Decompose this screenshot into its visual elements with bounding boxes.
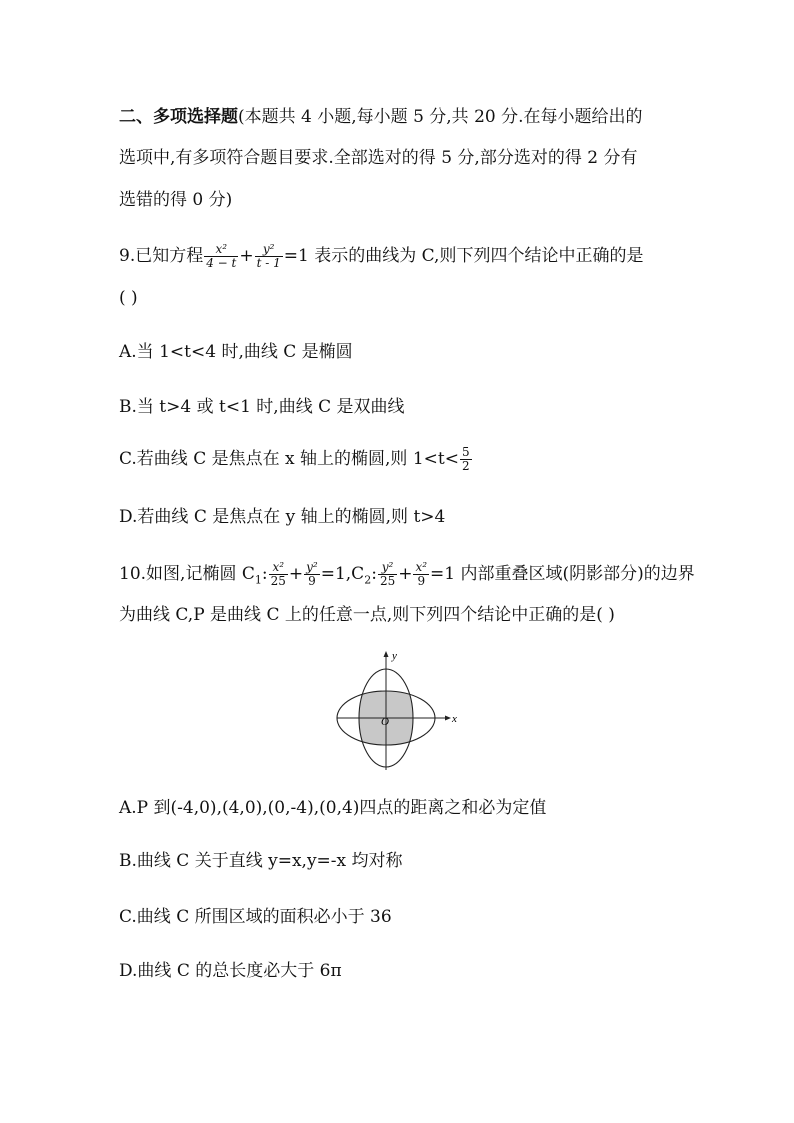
q9-fraction-x-num: x²	[204, 243, 238, 257]
q10-stem	[119, 561, 695, 592]
q9-option-c-num: 5	[461, 445, 470, 459]
q10-prefix: 10.如图,记椭圆 C	[119, 564, 255, 584]
q10-e1-frac-x	[269, 561, 288, 588]
section-heading: 二、多项选择题	[119, 107, 238, 127]
q9-fraction-y	[255, 243, 283, 270]
q10-e1-num-y: y²	[306, 560, 318, 574]
q9-option-a: A.当 1<t<4 时,曲线 C 是椭圆	[119, 342, 353, 362]
q9-suffix: =1 表示的曲线为 C,则下列四个结论中正确的是	[283, 246, 644, 266]
section-instructions-3: 选错的得 0 分)	[119, 190, 233, 210]
q10-e1-num-x: x²	[269, 561, 288, 575]
q10-e2-den-x: 9	[417, 574, 426, 588]
q10-e2-num-y: y²	[378, 561, 397, 575]
q10-plus-2: +	[398, 564, 413, 584]
y-axis-label: y	[392, 650, 397, 662]
q10-suffix: =1 内部重叠区域(阴影部分)的边界	[430, 564, 695, 584]
q9-option-d: D.若曲线 C 是焦点在 y 轴上的椭圆,则 t>4	[119, 507, 446, 527]
q10-e1-den-y: 9	[308, 574, 316, 588]
q10-option-a: A.P 到(-4,0),(4,0),(0,-4),(0,4)四点的距离之和必为定值	[119, 798, 547, 818]
q9-option-c-text: C.若曲线 C 是焦点在 x 轴上的椭圆,则 1<t<	[119, 449, 459, 469]
q10-option-d: D.曲线 C 的总长度必大于 6π	[119, 961, 342, 981]
q10-e2-den-y: 25	[379, 574, 396, 588]
q9-option-c	[119, 446, 473, 473]
q10-plus-1: +	[288, 564, 304, 584]
q10-e2-frac-x	[413, 561, 429, 588]
q10-e2-frac-y	[378, 561, 397, 588]
q9-option-c-fraction	[460, 446, 472, 473]
x-axis-label: x	[452, 713, 457, 725]
q9-fraction-y-num: y²	[255, 243, 283, 257]
section-instructions-2: 选项中,有多项符合题目要求.全部选对的得 5 分,部分选对的得 2 分有	[119, 148, 638, 168]
section-instructions-1: (本题共 4 小题,每小题 5 分,共 20 分.在每小题给出的	[238, 107, 643, 127]
q10-e1-frac-y	[304, 561, 320, 588]
q9-prefix: 9.已知方程	[119, 246, 204, 266]
q9-fraction-x-den: 4 − t	[206, 256, 237, 270]
q10-sub-1: 1	[254, 573, 262, 587]
overlapping-ellipses-figure	[335, 648, 465, 773]
q9-fraction-y-den: t - 1	[256, 256, 281, 270]
q9-option-c-den: 2	[461, 459, 470, 473]
q10-colon-1: :	[261, 564, 268, 584]
q10-option-c: C.曲线 C 所围区域的面积必小于 36	[119, 907, 392, 927]
q9-answer-paren: ( )	[119, 288, 138, 308]
q10-colon-2: :	[371, 564, 377, 584]
q9-plus: +	[239, 246, 254, 266]
q10-e2-num-x: x²	[415, 560, 428, 574]
q10-stem-line-2: 为曲线 C,P 是曲线 C 上的任意一点,则下列四个结论中正确的是( )	[119, 605, 615, 625]
q10-sub-2: 2	[364, 573, 372, 587]
q9-stem	[119, 243, 643, 270]
section-heading-line	[119, 105, 643, 129]
q10-option-b: B.曲线 C 关于直线 y=x,y=-x 均对称	[119, 851, 403, 871]
x-axis-arrow-icon	[445, 716, 451, 721]
q10-mid: =1,C	[320, 564, 365, 584]
y-axis-arrow-icon	[384, 651, 389, 657]
origin-label: O	[381, 716, 389, 728]
q9-fraction-x	[204, 243, 238, 270]
q9-option-b: B.当 t>4 或 t<1 时,曲线 C 是双曲线	[119, 397, 405, 417]
q10-e1-den-x: 25	[270, 574, 286, 588]
